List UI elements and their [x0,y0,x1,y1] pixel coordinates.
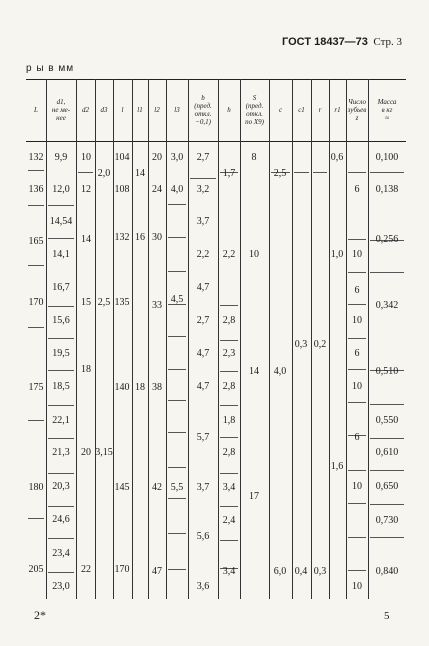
table-cell: 3,2 [196,184,210,195]
column-header: S (пред. откл. по X9) [245,94,264,126]
column-header: l1 [137,106,143,114]
table-cell: 22 [81,564,91,575]
table-cell: 0,342 [375,300,399,311]
table-cell: 1,6 [330,461,344,472]
table-cell: 3,4 [222,566,236,577]
table-cell: 108 [114,184,130,195]
row-separator [168,204,186,205]
row-separator [370,537,404,538]
row-separator [348,402,366,403]
table-cell: 5,5 [170,482,184,493]
row-separator [313,172,327,173]
row-separator [370,504,404,505]
table-cell: 2,4 [222,515,236,526]
column-header: d1, не ме- нее [51,98,71,122]
row-separator [348,239,366,240]
column-header: c1 [298,106,305,114]
column-divider [269,79,270,599]
column-header: r [318,106,322,114]
column-divider [95,79,96,599]
row-separator [220,473,238,474]
table-cell: 10 [81,152,91,163]
page-number: 5 [384,610,390,622]
table-cell: 18 [81,364,91,375]
table-cell: 10 [352,249,362,260]
table-cell: 24 [152,184,162,195]
table-cell: 2,5 [97,297,111,308]
table-cell: 21,3 [52,447,70,458]
table-cell: 20 [81,447,91,458]
table-cell: 2,7 [196,315,210,326]
column-divider [188,79,189,599]
table-cell: 2,7 [196,152,210,163]
table-cell: 3,0 [170,152,184,163]
row-separator [370,272,404,273]
table-cell: 12,0 [52,184,70,195]
table-cell: 6 [354,348,360,359]
row-separator [370,172,404,173]
table-cell: 24,6 [52,514,70,525]
column-divider [240,79,241,599]
row-separator [220,540,238,541]
row-separator [348,369,366,370]
column-divider [218,79,219,599]
table-cell: 170 [114,564,130,575]
row-separator [48,205,74,206]
table-cell: 5,6 [196,531,210,542]
row-separator [348,172,366,173]
table-cell: 0,510 [375,366,399,377]
row-separator [48,473,74,474]
row-separator [348,304,366,305]
row-separator [370,438,404,439]
table-cell: 15,6 [52,315,70,326]
table-cell: 0,550 [375,415,399,426]
table-cell: 42 [152,482,162,493]
row-separator [28,420,44,421]
row-separator [48,306,74,307]
table-cell: 2,8 [222,447,236,458]
row-separator [370,470,404,471]
table-cell: 38 [152,382,162,393]
column-divider [76,79,77,599]
table-cell: 14,54 [49,216,73,227]
table-cell: 135 [114,297,130,308]
column-header: l2 [154,106,160,114]
row-separator [168,569,186,570]
row-separator [168,498,186,499]
table-cell: 9,9 [54,152,68,163]
table-cell: 0,3 [294,339,308,350]
table-cell: 23,4 [52,548,70,559]
column-header: r1 [334,106,341,114]
table-cell: 47 [152,566,162,577]
row-separator [168,237,186,238]
table-cell: 8 [251,152,257,163]
row-separator [220,405,238,406]
column-header: d2 [82,106,89,114]
column-header: l [121,106,124,114]
table-cell: 180 [28,482,44,493]
row-separator [168,432,186,433]
row-separator [220,305,238,306]
row-separator [48,405,74,406]
table-cell: 145 [114,482,130,493]
column-divider [166,79,167,599]
table-cell: 23,0 [52,581,70,592]
table-cell: 14 [81,234,91,245]
sheet-mark: 2* [34,608,46,622]
table-cell: 20,3 [52,481,70,492]
table-cell: 175 [28,382,44,393]
table-cell: 22,1 [52,415,70,426]
column-divider [346,79,347,599]
row-separator [220,371,238,372]
table-cell: 14 [249,366,259,377]
table-cell: 10 [249,249,259,260]
table-cell: 0,730 [375,515,399,526]
table-cell: 10 [352,481,362,492]
row-separator [48,538,74,539]
table-cell: 3,4 [222,482,236,493]
table-cell: 132 [28,152,44,163]
table-cell: 136 [28,184,44,195]
table-cell: 0,610 [375,447,399,458]
column-divider [148,79,149,599]
row-separator [348,503,366,504]
table-cell: 1,8 [222,415,236,426]
column-header: b (пред. откл. −0,1) [194,94,212,126]
table-cell: 0,100 [375,152,399,163]
page-label: Стр. 3 [373,36,403,48]
table-cell: 5,7 [196,432,210,443]
row-separator [168,369,186,370]
standard-number: ГОСТ 18437—73 [282,36,368,48]
table-cell: 10 [352,581,362,592]
column-header: Масса в кг ≈ [377,98,397,122]
table-cell: 10 [352,315,362,326]
row-separator [348,570,366,571]
row-separator [348,537,366,538]
table-cell: 6,0 [273,566,287,577]
row-separator [168,533,186,534]
column-header: L [34,106,38,114]
table-top-rule [26,79,406,80]
table-cell: 0,2 [313,339,327,350]
table-cell: 0,3 [313,566,327,577]
row-separator [294,172,309,173]
table-caption: р ы в мм [26,63,75,74]
row-separator [220,437,238,438]
table-cell: 2,8 [222,315,236,326]
table-cell: 14,1 [52,249,70,260]
row-separator [348,470,366,471]
table-cell: 140 [114,382,130,393]
table-cell: 18 [135,382,145,393]
row-separator [220,506,238,507]
document-header [282,36,402,48]
table-cell: 1,0 [330,249,344,260]
row-separator [348,338,366,339]
row-separator [190,178,216,179]
table-cell: 20 [152,152,162,163]
table-cell: 6 [354,184,360,195]
table-cell: 17 [249,491,259,502]
column-header: l3 [174,106,180,114]
row-separator [168,271,186,272]
table-cell: 0,138 [375,184,399,195]
table-cell: 4,7 [196,381,210,392]
table-cell: 2,8 [222,381,236,392]
row-separator [48,238,74,239]
table-cell: 18,5 [52,381,70,392]
row-separator [168,467,186,468]
row-separator [168,336,186,337]
table-cell: 2,2 [222,249,236,260]
column-header: d3 [100,106,108,114]
row-separator [78,172,93,173]
table-cell: 1,7 [222,168,236,179]
table-cell: 2,3 [222,348,236,359]
table-cell: 6 [354,285,360,296]
table-cell: 205 [28,564,44,575]
column-divider [368,79,369,599]
row-separator [28,327,44,328]
table-cell: 12 [81,184,91,195]
table-cell: 2,0 [97,168,111,179]
table-cell: 3,7 [196,216,210,227]
table-cell: 4,5 [170,294,184,305]
row-separator [28,170,44,171]
row-separator [28,205,44,206]
column-header: h [227,106,231,114]
table-cell: 4,0 [170,184,184,195]
header-bottom-rule [26,141,406,142]
row-separator [348,272,366,273]
row-separator [48,572,74,573]
table-cell: 4,7 [196,348,210,359]
column-divider [292,79,293,599]
table-cell: 3,15 [95,447,113,458]
row-separator [28,518,44,519]
table-cell: 2,5 [273,168,287,179]
table-cell: 170 [28,297,44,308]
row-separator [370,404,404,405]
row-separator [48,438,74,439]
row-separator [28,265,44,266]
column-header: Число зубьев z [347,98,367,122]
column-divider [132,79,133,599]
table-cell: 104 [114,152,130,163]
table-cell: 0,840 [375,566,399,577]
table-cell: 19,5 [52,348,70,359]
table-cell: 6 [354,432,360,443]
table-cell: 4,7 [196,282,210,293]
table-cell: 10 [352,381,362,392]
table-cell: 2,2 [196,249,210,260]
column-header: c [278,106,283,114]
table-cell: 3,7 [196,482,210,493]
table-cell: 0,6 [330,152,344,163]
row-separator [220,340,238,341]
table-cell: 0,256 [375,234,399,245]
table-cell: 3,6 [196,581,210,592]
row-separator [48,506,74,507]
column-divider [46,79,47,599]
table-cell: 165 [28,236,44,247]
row-separator [48,370,74,371]
table-cell: 15 [81,297,91,308]
row-separator [168,400,186,401]
row-separator [48,338,74,339]
table-cell: 30 [152,232,162,243]
table-cell: 33 [152,300,162,311]
table-cell: 16 [135,232,145,243]
table-cell: 0,650 [375,481,399,492]
table-cell: 4,0 [273,366,287,377]
table-cell: 16,7 [52,282,70,293]
column-divider [311,79,312,599]
table-cell: 0,4 [294,566,308,577]
table-cell: 132 [114,232,130,243]
table-cell: 14 [135,168,145,179]
